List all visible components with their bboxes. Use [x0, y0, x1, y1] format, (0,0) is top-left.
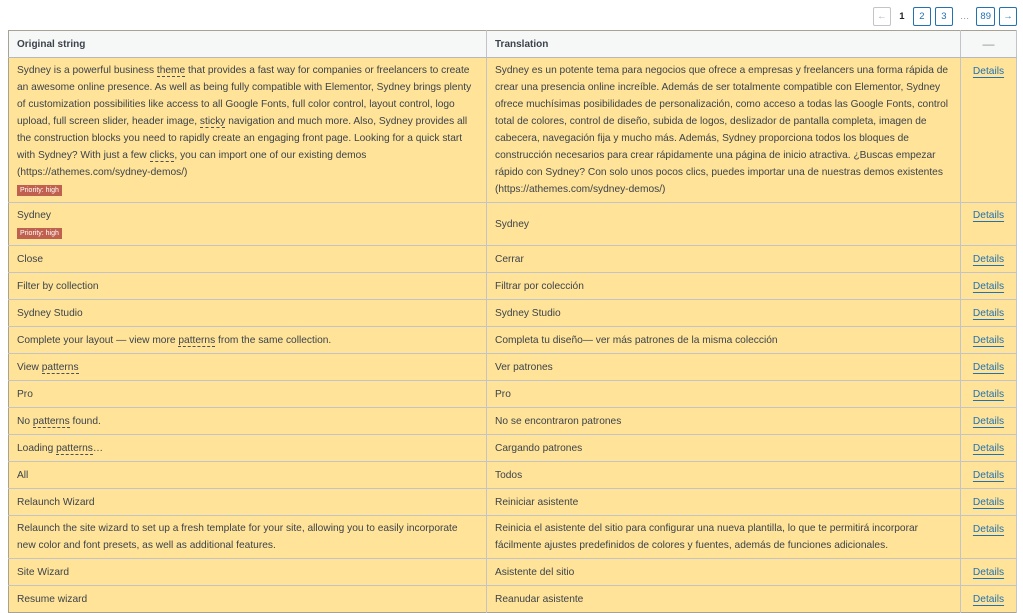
translation-cell: Completa tu diseño— ver más patrones de la misma colección: [487, 327, 961, 354]
original-text: …: [92, 442, 104, 454]
current-page: 1: [895, 7, 909, 26]
actions-cell: [961, 58, 1017, 203]
details-link[interactable]: Details: [972, 281, 1005, 292]
actions-cell: [961, 516, 1017, 559]
details-link[interactable]: Details: [972, 497, 1005, 508]
translation-cell: No se encontraron patrones: [487, 408, 961, 435]
original-cell: [9, 354, 487, 381]
header-actions: —: [961, 31, 1017, 58]
glossary-term[interactable]: sticky: [199, 116, 226, 127]
translation-cell: Sydney es un potente tema para negocios que ofrece a empresas y freelancers una forma rápida de crear una presencia online increíble. Además de ser totalmente compatible con Elementor, Sydney ofrece muchísimas posibilidades de personalización, como acceso a todas las Google Fonts, control total de colores, control de diseño, subida de logos, deslizador de pantalla completa, imagen de cabecera, navegación fija y mucho más. Además, Sydney proporciona todos los bloques de construcción necesarios para crear rápidamente una página de inicio atractiva. ¿Buscas empezar rápido con Sydney? Con solo unos pocos clics, puedes importar una de nuestras demos existentes (https://athemes.com/sydney-demos/): [487, 58, 961, 203]
translation-table: [8, 30, 1017, 613]
actions-cell: [961, 408, 1017, 435]
original-text: from the same collection.: [215, 334, 332, 346]
details-link[interactable]: Details: [972, 594, 1005, 605]
details-link[interactable]: Details: [972, 210, 1005, 221]
actions-cell: [961, 203, 1017, 246]
details-link[interactable]: Details: [972, 524, 1005, 535]
table-row[interactable]: [9, 516, 1017, 559]
glossary-term[interactable]: theme: [156, 65, 186, 76]
translation-cell: Sydney: [487, 203, 961, 246]
translation-cell: Pro: [487, 381, 961, 408]
table-row[interactable]: [9, 327, 1017, 354]
page-3-link[interactable]: 3: [935, 7, 953, 26]
table-row[interactable]: [9, 300, 1017, 327]
actions-cell: [961, 300, 1017, 327]
original-cell: All: [9, 462, 487, 489]
actions-cell: [961, 246, 1017, 273]
details-link[interactable]: Details: [972, 443, 1005, 454]
original-cell: Close: [9, 246, 487, 273]
translation-cell: Cerrar: [487, 246, 961, 273]
translation-cell: Ver patrones: [487, 354, 961, 381]
actions-cell: [961, 354, 1017, 381]
table-row[interactable]: [9, 58, 1017, 203]
table-row[interactable]: [9, 462, 1017, 489]
table-row[interactable]: [9, 435, 1017, 462]
header-translation: Translation: [487, 31, 961, 58]
translation-cell: Asistente del sitio: [487, 559, 961, 586]
details-link[interactable]: Details: [972, 66, 1005, 77]
original-text: that provides a fast way for companies or freelancers to create an awesome online presence. As well as being fully compatible with Elementor, Sydney brings plenty of customization possibilities like access to all Google Fonts, full color control, layout control, logo upload, full screen slider, header image,: [17, 65, 472, 127]
details-link[interactable]: Details: [972, 416, 1005, 427]
table-row[interactable]: [9, 489, 1017, 516]
header-original-string: Original string: [9, 31, 487, 58]
original-cell: [9, 203, 487, 246]
next-page-button[interactable]: →: [999, 7, 1017, 26]
original-cell: [9, 58, 487, 203]
table-row[interactable]: [9, 381, 1017, 408]
actions-cell: [961, 489, 1017, 516]
details-link[interactable]: Details: [972, 308, 1005, 319]
actions-cell: [961, 273, 1017, 300]
details-link[interactable]: Details: [972, 254, 1005, 265]
table-row[interactable]: [9, 586, 1017, 613]
priority-badge: Priority: high: [17, 228, 62, 239]
priority-badge: Priority: high: [17, 185, 62, 196]
actions-cell: [961, 559, 1017, 586]
original-text: Sydney: [17, 210, 51, 221]
original-cell: Pro: [9, 381, 487, 408]
table-row[interactable]: [9, 246, 1017, 273]
page-2-link[interactable]: 2: [913, 7, 931, 26]
pagination: [873, 6, 1017, 26]
original-text: Sydney is a powerful business: [17, 65, 157, 76]
table-row[interactable]: [9, 203, 1017, 246]
glossary-term[interactable]: patterns: [178, 334, 216, 346]
original-cell: Sydney Studio: [9, 300, 487, 327]
original-text: Complete your layout — view more: [17, 334, 179, 346]
translation-cell: Cargando patrones: [487, 435, 961, 462]
original-text: navigation and much more. Also, Sydney provides all the construction blocks you need to rapidly create an engaging front page. Looking for a quick start with Sydney? With just a few: [17, 116, 468, 161]
original-cell: Site Wizard: [9, 559, 487, 586]
table-row[interactable]: [9, 354, 1017, 381]
table-row[interactable]: [9, 559, 1017, 586]
original-text: found.: [69, 415, 101, 427]
translation-cell: Reinicia el asistente del sitio para configurar una nueva plantilla, lo que te permitirá incorporar fácilmente ajustes predefinidos de colores y fuentes, además de funciones adicionales.: [487, 516, 961, 559]
details-link[interactable]: Details: [972, 362, 1005, 373]
translation-cell: Sydney Studio: [487, 300, 961, 327]
details-link[interactable]: Details: [972, 567, 1005, 578]
actions-cell: [961, 586, 1017, 613]
glossary-term[interactable]: patterns: [32, 415, 70, 427]
original-cell: Relaunch the site wizard to set up a fresh template for your site, allowing you to easily incorporate new color and font presets, as well as additional features.: [9, 516, 487, 559]
last-page-link[interactable]: 89: [976, 7, 995, 26]
glossary-term[interactable]: patterns: [41, 361, 79, 373]
translation-cell: Filtrar por colección: [487, 273, 961, 300]
original-cell: Relaunch Wizard: [9, 489, 487, 516]
actions-cell: [961, 327, 1017, 354]
details-link[interactable]: Details: [972, 335, 1005, 346]
table-row[interactable]: [9, 408, 1017, 435]
original-text: , you can import one of our existing demos (https://athemes.com/sydney-demos/): [17, 150, 367, 178]
original-text: View: [17, 361, 42, 373]
original-cell: [9, 435, 487, 462]
pagination-ellipsis: …: [957, 7, 973, 26]
original-text: Loading: [17, 442, 57, 454]
actions-cell: [961, 381, 1017, 408]
previous-page-button[interactable]: ←: [873, 7, 891, 26]
translation-cell: Reiniciar asistente: [487, 489, 961, 516]
actions-cell: [961, 435, 1017, 462]
original-cell: Filter by collection: [9, 273, 487, 300]
actions-cell: [961, 462, 1017, 489]
glossary-term[interactable]: clicks: [149, 150, 175, 161]
original-text: No: [17, 415, 33, 427]
original-cell: Resume wizard: [9, 586, 487, 613]
translation-cell: Todos: [487, 462, 961, 489]
translation-cell: Reanudar asistente: [487, 586, 961, 613]
table-header: [9, 31, 1017, 58]
original-cell: [9, 408, 487, 435]
glossary-term[interactable]: patterns: [56, 442, 93, 454]
details-link[interactable]: Details: [972, 389, 1005, 400]
table-row[interactable]: [9, 273, 1017, 300]
original-cell: [9, 327, 487, 354]
details-link[interactable]: Details: [972, 470, 1005, 481]
